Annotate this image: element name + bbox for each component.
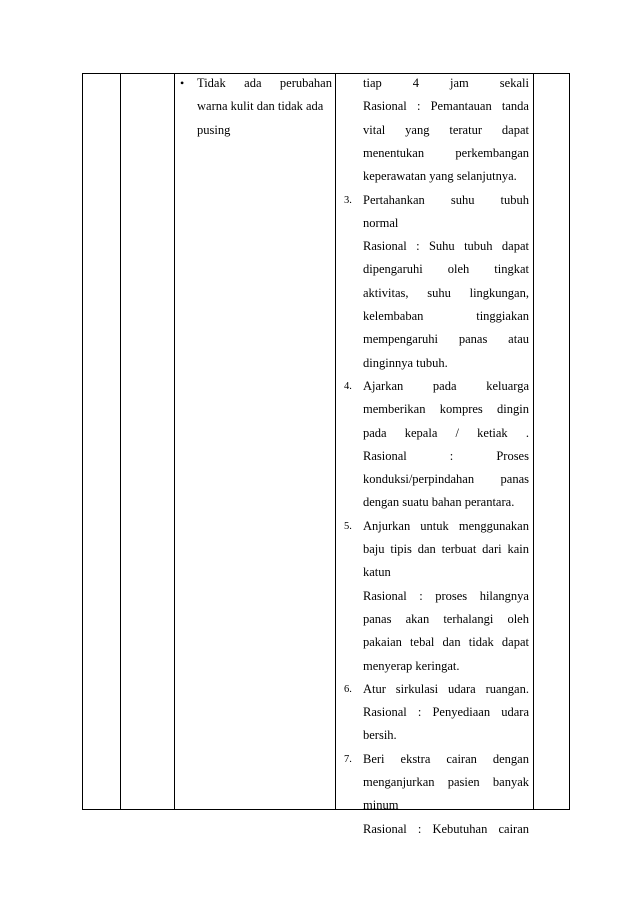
word: aktivitas, [363, 285, 409, 300]
column-border-2 [120, 73, 121, 810]
word: panas [500, 472, 529, 487]
word: menganjurkan [363, 775, 435, 789]
word: dapat [501, 122, 529, 137]
word: suhu [450, 192, 475, 207]
word: udara [447, 681, 476, 696]
intervention-text-line [363, 75, 529, 91]
bullet-icon: • [180, 76, 185, 90]
word: Suhu [428, 239, 455, 254]
word: suhu [427, 285, 451, 300]
word: tinggiakan [476, 309, 529, 323]
word: Atur [363, 681, 386, 696]
word: tipis [390, 542, 412, 556]
intervention-text-line [363, 774, 529, 790]
word: dapat [501, 239, 529, 254]
word: tubuh [500, 192, 529, 207]
word: : [417, 821, 422, 836]
word: banyak [492, 775, 529, 789]
column-border-5 [533, 73, 534, 810]
intervention-text-line [363, 494, 529, 510]
word: atau [508, 332, 529, 347]
word: kompres [439, 402, 483, 417]
intervention-text-line [363, 564, 529, 580]
word: ketiak [477, 425, 508, 440]
word: dingin [497, 402, 529, 417]
intervention-text-line [363, 355, 529, 371]
intervention-text-line [363, 308, 529, 324]
intervention-text-line [363, 401, 529, 417]
word: Rasional [363, 239, 407, 254]
word: Penyediaan [432, 705, 491, 720]
word: panas [458, 332, 488, 347]
word: keluarga [486, 378, 529, 393]
column-border-3 [174, 73, 175, 810]
word: tebal [410, 635, 435, 650]
word: perubahan [279, 76, 332, 90]
word: Kebutuhan [432, 821, 488, 836]
intervention-text-line [363, 425, 529, 441]
word: dinginnya tubuh. [363, 355, 448, 370]
word: : [449, 448, 454, 463]
word: pasien [447, 775, 480, 789]
word: menggunakan [458, 518, 529, 533]
word: dan [442, 635, 461, 650]
word: dapat [501, 635, 529, 650]
word: : [416, 239, 420, 254]
word: Beri [363, 751, 385, 766]
word: teratur [449, 122, 482, 137]
word: dari [482, 542, 502, 556]
intervention-text-line [363, 448, 529, 464]
word: yang [405, 122, 430, 137]
column-border-1 [82, 73, 83, 810]
word: Pertahankan [363, 192, 425, 207]
intervention-text-line [363, 704, 529, 720]
intervention-text-line [363, 238, 529, 254]
intervention-text-line [363, 797, 529, 813]
word: dan [417, 542, 436, 556]
word: mempengaruhi [363, 332, 438, 347]
word: Rasional [363, 588, 407, 603]
word: : [417, 705, 422, 720]
intervention-text-line [363, 751, 529, 767]
item-number: 3. [344, 194, 352, 206]
word: Proses [496, 448, 529, 463]
intervention-text-line [363, 215, 529, 231]
word: konduksi/perpindahan [363, 472, 475, 487]
column-border-6 [569, 73, 570, 810]
intervention-text-line [363, 681, 529, 697]
intervention-text-line [363, 634, 529, 650]
intervention-text-line [363, 145, 529, 161]
word: baju [363, 542, 385, 556]
word: katun [363, 565, 391, 580]
intervention-text-line [363, 378, 529, 394]
word: memberikan [363, 402, 426, 417]
word: pada [363, 425, 387, 440]
word: Pemantauan [430, 99, 492, 114]
word: Rasional [363, 821, 407, 836]
word: ekstra [400, 751, 431, 766]
word: . [525, 425, 529, 440]
intervention-text-line [363, 727, 529, 743]
outcome-text-line [197, 98, 332, 114]
intervention-text-line [363, 518, 529, 534]
word: 4 [412, 76, 420, 90]
word: Ajarkan [363, 378, 404, 393]
outcome-text-line [197, 122, 332, 138]
word: terhalangi [443, 611, 494, 626]
intervention-text-line [363, 122, 529, 138]
word: pusing [197, 122, 231, 137]
word: jam [450, 76, 469, 90]
word: proses [435, 588, 468, 603]
intervention-text-line [363, 658, 529, 674]
intervention-text-line [363, 471, 529, 487]
word: bersih. [363, 728, 397, 743]
word: cairan [498, 821, 529, 836]
word: lingkungan, [469, 285, 529, 300]
intervention-text-line [363, 588, 529, 604]
word: panas [363, 611, 392, 626]
table-top-border [82, 73, 570, 74]
word: kain [507, 542, 529, 556]
word: terbuat [441, 542, 477, 556]
word: normal [363, 215, 399, 230]
word: pakaian [363, 635, 402, 650]
intervention-text-line [363, 98, 529, 114]
word: tidak [468, 635, 494, 650]
word: Rasional [363, 448, 407, 463]
word: menentukan [363, 145, 425, 160]
word: menyerap keringat. [363, 658, 460, 673]
word: : [416, 99, 421, 114]
word: : [419, 588, 423, 603]
word: sirkulasi [395, 681, 439, 696]
item-number: 5. [344, 520, 352, 532]
word: udara [501, 705, 529, 720]
column-border-4 [335, 73, 336, 810]
intervention-text-line [363, 541, 529, 557]
item-number: 7. [344, 753, 352, 765]
word: tiap [363, 76, 382, 90]
word: dipengaruhi [363, 262, 423, 277]
intervention-text-line [363, 261, 529, 277]
word: pada [432, 378, 457, 393]
intervention-text-line [363, 192, 529, 208]
word: untuk [420, 518, 449, 533]
word: dengan suatu bahan perantara. [363, 495, 515, 510]
item-number: 6. [344, 683, 352, 695]
word: Rasional [363, 705, 407, 720]
word: warna kulit dan tidak ada [197, 99, 324, 114]
word: oleh [507, 611, 529, 626]
word: ada [244, 76, 262, 90]
word: kelembaban [363, 309, 424, 323]
intervention-text-line [363, 611, 529, 627]
word: oleh [447, 262, 470, 277]
word: akan [405, 611, 430, 626]
word: ruangan. [485, 681, 529, 696]
word: sekali [499, 76, 529, 90]
word: tingkat [494, 262, 529, 277]
word: / [455, 425, 459, 440]
intervention-text-line [363, 821, 529, 837]
outcome-text-line [197, 75, 332, 91]
word: Rasional [363, 99, 407, 114]
word: keperawatan yang selanjutnya. [363, 169, 517, 184]
word: perkembangan [455, 145, 529, 160]
word: vital [363, 122, 386, 137]
intervention-text-line [363, 168, 529, 184]
word: cairan [446, 751, 477, 766]
word: Tidak [197, 76, 226, 90]
word: tubuh [464, 239, 493, 254]
word: dengan [492, 751, 529, 766]
word: minum [363, 798, 399, 813]
word: hilangnya [479, 588, 529, 603]
intervention-text-line [363, 331, 529, 347]
intervention-text-line [363, 285, 529, 301]
word: kepala [404, 425, 438, 440]
item-number: 4. [344, 380, 352, 392]
word: Anjurkan [363, 518, 411, 533]
word: tanda [501, 99, 529, 114]
